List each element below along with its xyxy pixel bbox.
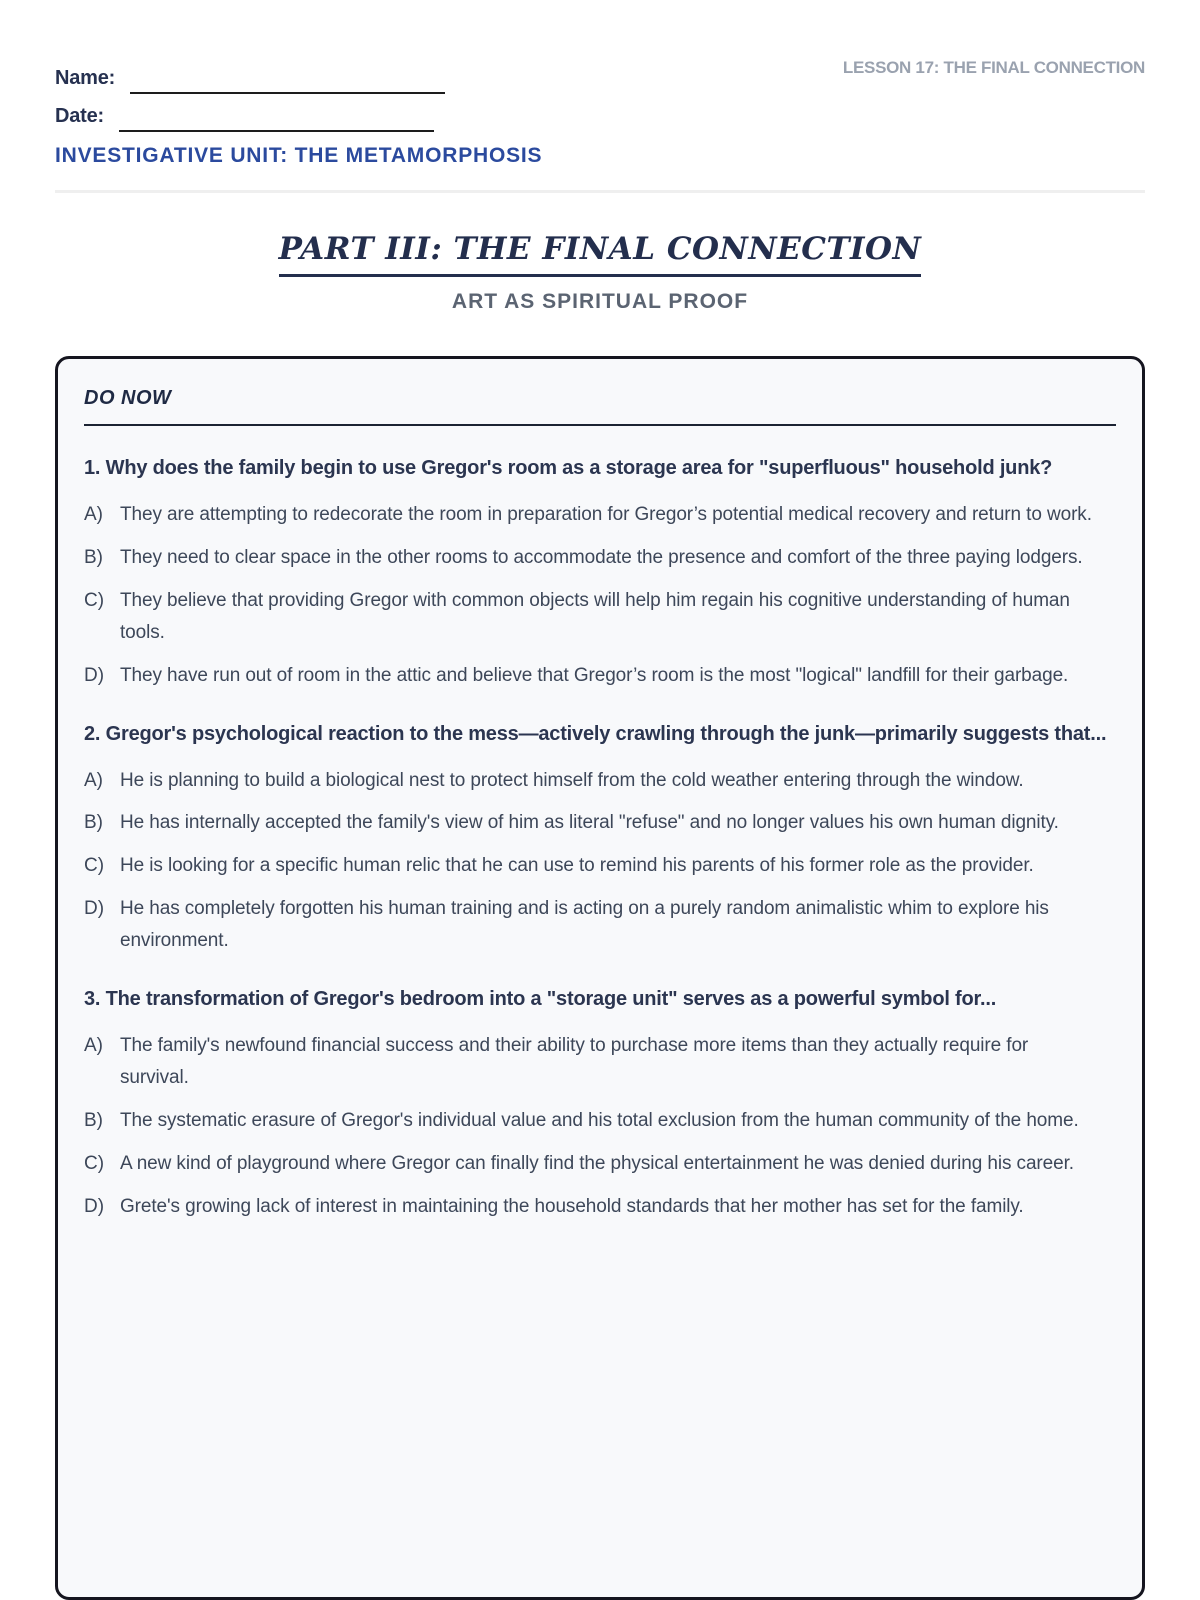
do-now-rule: [84, 424, 1116, 426]
option-letter: D): [84, 664, 105, 686]
question-2-option-d: [84, 893, 1116, 957]
option-text: They need to clear space in the other rooms to accommodate the presence and comfort of the three paying lodgers.: [120, 546, 1083, 568]
option-text: Grete's growing lack of interest in maintaining the household standards that her mother has set for the family.: [120, 1195, 1024, 1217]
option-letter: A): [84, 504, 103, 525]
option-letter: D): [84, 898, 105, 920]
option-text: They are attempting to redecorate the room in preparation for Gregor’s potential medical recovery and return to work.: [120, 504, 1092, 525]
date-field-row: [55, 94, 445, 132]
question-3-option-c: [84, 1148, 1116, 1180]
date-blank-line[interactable]: [119, 106, 434, 132]
option-letter: B): [84, 546, 103, 568]
header-divider: [55, 190, 1145, 193]
question-2: [84, 718, 1116, 958]
option-text: A new kind of playground where Gregor can finally find the physical entertainment he was denied during his career.: [120, 1152, 1074, 1174]
option-text: He has internally accepted the family's view of him as literal "refuse" and no longer values his own human dignity.: [120, 812, 1059, 834]
option-letter: B): [84, 812, 103, 834]
question-2-option-a: [84, 765, 1116, 797]
part-title: PART III: THE FINAL CONNECTION: [279, 231, 922, 277]
question-3-option-d: [84, 1191, 1116, 1223]
question-3-heading: 3. The transformation of Gregor's bedroom into a "storage unit" serves as a powerful symbol for...: [84, 988, 997, 1011]
student-fields: [55, 56, 445, 132]
name-label: Name:: [55, 67, 116, 89]
option-letter: A): [84, 769, 103, 791]
name-field-row: [55, 56, 445, 94]
lesson-header: LESSON 17: THE FINAL CONNECTION: [842, 58, 1145, 77]
unit-title: INVESTIGATIVE UNIT: THE METAMORPHOSIS: [55, 144, 543, 167]
option-text: They believe that providing Gregor with common objects will help him regain his cognitive understanding of human tools.: [120, 589, 1070, 643]
question-3-option-b: [84, 1105, 1116, 1137]
option-letter: A): [84, 1035, 103, 1057]
worksheet-header: [55, 56, 1145, 193]
question-2-options: [84, 765, 1116, 958]
do-now-box: [55, 356, 1145, 1600]
do-now-label: DO NOW: [84, 387, 172, 409]
option-text: The family's newfound financial success and their ability to purchase more items than they actually require for survival.: [120, 1035, 1029, 1088]
question-3-option-a: [84, 1030, 1116, 1094]
question-3: [84, 983, 1116, 1223]
option-text: He is looking for a specific human relic that he can use to remind his parents of his former role as the provider.: [120, 855, 1034, 877]
question-3-options: [84, 1030, 1116, 1223]
question-1-heading: 1. Why does the family begin to use Gregor's room as a storage area for "superfluous" household junk?: [84, 457, 1053, 479]
question-2-option-c: [84, 850, 1116, 882]
question-1-option-d: [84, 660, 1116, 692]
question-1-option-a: [84, 499, 1116, 531]
option-letter: C): [84, 589, 105, 611]
name-blank-line[interactable]: [130, 68, 445, 94]
option-letter: C): [84, 1152, 105, 1174]
option-text: He is planning to build a biological nest to protect himself from the cold weather entering through the window.: [120, 769, 1024, 791]
question-1-options: [84, 499, 1116, 692]
date-label: Date:: [55, 105, 105, 127]
question-1: [84, 452, 1116, 692]
option-letter: C): [84, 855, 105, 877]
question-2-heading: 2. Gregor's psychological reaction to the mess—actively crawling through the junk—primarily suggests that...: [84, 722, 1107, 745]
part-subtitle: ART AS SPIRITUAL PROOF: [451, 290, 749, 313]
title-block: [55, 231, 1145, 314]
header-row: [55, 56, 1145, 132]
option-text: They have run out of room in the attic and believe that Gregor’s room is the most "logical" landfill for their garbage.: [120, 664, 1069, 686]
question-1-option-b: [84, 542, 1116, 574]
option-letter: D): [84, 1195, 105, 1217]
option-text: The systematic erasure of Gregor's individual value and his total exclusion from the human community of the home.: [120, 1109, 1079, 1131]
question-1-option-c: [84, 585, 1116, 649]
option-text: He has completely forgotten his human training and is acting on a purely random animalistic whim to explore his environment.: [120, 898, 1049, 952]
option-letter: B): [84, 1109, 103, 1131]
question-2-option-b: [84, 807, 1116, 839]
